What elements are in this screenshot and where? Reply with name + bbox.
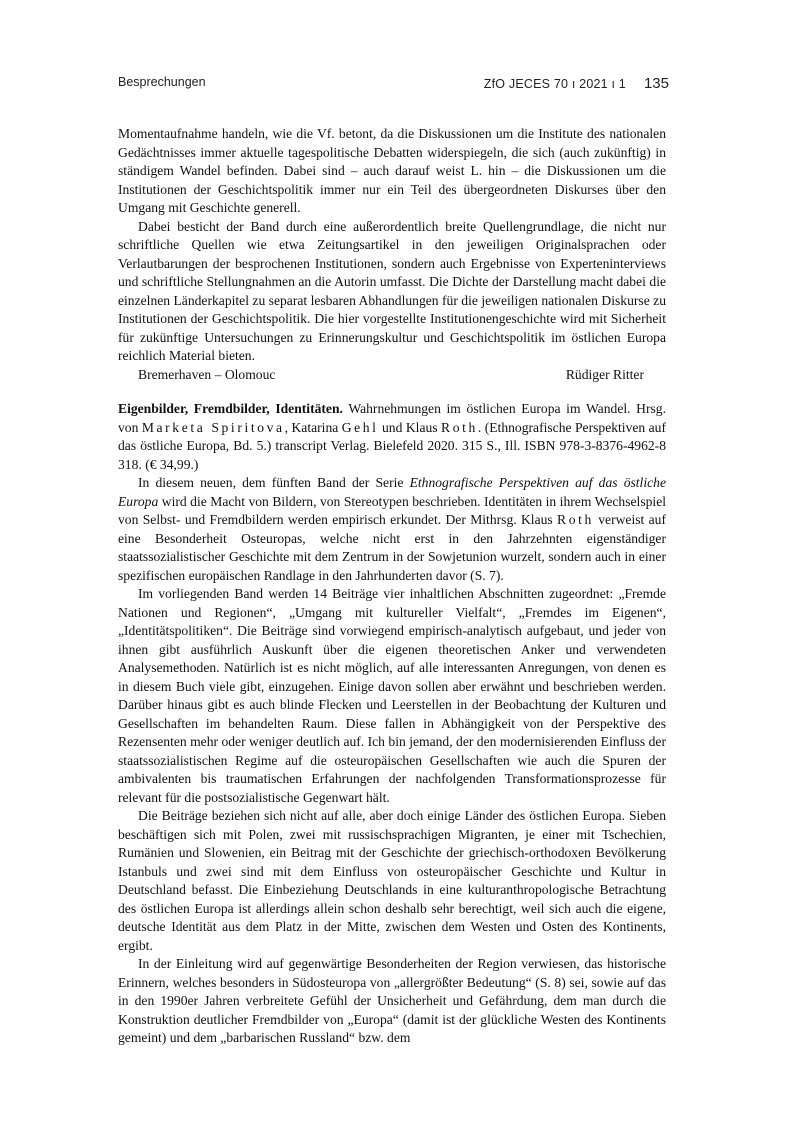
journal-info — [484, 75, 669, 92]
review2-paragraph-2: Im vorliegenden Band werden 14 Beiträge vier inhaltlichen Abschnitten zugeordnet: „Fremde Nationen und Regionen“, „Umgang mit kultureller Vielfalt“, „Fremdes im Eigenen“, „Identitätspolitiken“. Die Beiträge sind vorwiegend empirisch-analytisch aufgebaut, und jeder von ihnen gibt ausführlich Auskunft über die eigenen theoretischen Anker und verwendeten Analysemethoden. Natürlich ist es nicht möglich, auf alle interessanten Anregungen, von denen es in diesem Buch viele gibt, einzugehen. Einige davon sollen aber erwähnt und beschrieben werden. Darüber hinaus gibt es auch blinde Flecken und Leerstellen in der Beobachtung der Kulturen und Gesellschaften im behandelten Raum. Diese fallen in Abhängigkeit von der Perspektive des Rezensenten mehr oder weniger deutlich auf. Ich bin jemand, der den modernisierenden Einfluss der staatssozialistischen Regime auf die osteuropäischen Gesellschaften wie auch die Spuren der ambivalenten bis traumatischen Erfahrungen der nachfolgenden Transformationsprozesse für relevant für die postsozialistische Gegenwart hält. — [118, 586, 666, 805]
editor-name: Marketa Spiritova — [141, 419, 285, 435]
section-title: Besprechungen — [118, 75, 206, 89]
author-last-name: Roth — [557, 512, 594, 527]
text-run: wird die Macht von Bildern, von Stereotypen beschrieben. Identitäten in ihrem Wechselspiel von Selbst- und Fremdbildern werden empirisch erkundet. Der Mithrsg. — [118, 493, 666, 527]
running-header — [118, 75, 669, 95]
editor-first-name: Klaus — [405, 419, 438, 435]
editor-last-name: Roth — [441, 419, 478, 435]
book-title: Eigenbilder, Fremdbilder, Identitäten. — [118, 401, 343, 416]
review-article — [118, 400, 666, 1048]
review1-paragraph-2: Dabei besticht der Band durch eine außerordentlich breite Quellengrundlage, die nicht nur schriftliche Quellen wie etwa Zeitungsartikel in den jeweiligen Originalsprachen oder Verlautbarungen der besprochenen Institutionen, sondern auch Ergebnisse von Experteninterviews und schriftliche Stellungnahmen an die Autorin umfasst. Die Dichte der Darstellung macht dabei die einzelnen Länderkapitel zu separat lesbaren Abhandlungen für die jeweiligen nationalen Diskurse zu Institutionen der Geschichtspolitik. Die hier vorgestellte Institutionengeschichte wird mit Sicherheit für zukünftige Untersuchungen zu Erinnerungskultur und Geschichtspolitik im östlichen Europa reichlich Material bieten. — [118, 218, 666, 363]
journal-name: ZfO JECES 70 ı 2021 ı 1 — [483, 77, 626, 91]
review2-paragraph-1 — [118, 474, 666, 585]
review1-signature — [118, 366, 666, 385]
review1-paragraph-1: Momentaufnahme handeln, wie die Vf. betont, da die Diskussionen um die Institute des nationalen Gedächtnisses immer aktuelle tagespolitische Debatten widerspiegeln, die sich (auch zukünftig) in ständigem Wandel befinden. Dabei sind – auch darauf weist L. hin – die Diskussionen um die Institutionen der Geschichtspolitik immer nur ein Teil des übergeordneten Diskurses über den Umgang mit Geschichte generell. — [118, 126, 666, 215]
page-number: 135 — [643, 75, 669, 92]
review2-paragraph-4: In der Einleitung wird auf gegenwärtige Besonderheiten der Region verwiesen, das historische Erinnern, welches besonders in Südosteuropa von „allergrößter Bedeutung“ (S. 8) sei, sowie auf das in den 1990er Jahren verbreitete Gefühl der Unsicherheit und Gefährdung, dem man durch die Konstruktion deutlicher Fremdbilder von „Europa“ (damit ist der glückliche Westen des Kontinents gemeint) und dem „barbarischen Russland“ bzw. dem — [118, 956, 666, 1045]
editor-last-name: Gehl — [341, 419, 379, 435]
reviewer-name: Rüdiger Ritter — [565, 366, 644, 382]
reviewer-location: Bremerhaven – Olomouc — [138, 366, 276, 382]
text-run: verweist auf eine Besonderheit Osteuropas, welche nicht erst in den Jahrzehnten eigenständiger staatssozialistischer Geschichte mit dem Zentrum in der Sowjetunion wurzelt, sondern auch in einer spezifischen europäischen Randlage in den Jahrhunderten davor (S. 7). — [118, 512, 666, 583]
review2-paragraph-3: Die Beiträge beziehen sich nicht auf alle, aber doch einige Länder des östlichen Europa. Sieben beschäftigen sich mit Polen, zwei mit russischsprachigen Migranten, je einer mit Tschechien, Rumänien und Slowenien, ein Beitrag mit der Geschichte der griechisch-orthodoxen Bevölkerung Istanbuls und zwei sind mit dem Einfluss von osteuropäischer Geschichte und Kultur in Deutschland befasst. Die Einbeziehung Deutschlands in eine kulturanthropologische Betrachtung des östlichen Europa ist allerdings allein schon deshalb sehr berechtigt, weil sich auch die eigene, deutsche Identität aus dem Platz in der Mitte, zwischen dem Westen und Osten des Kontinents, ergibt. — [118, 808, 666, 953]
review-continuation — [118, 125, 666, 384]
series-title: Ethnografische Perspektiven auf das östliche Europa — [118, 475, 666, 509]
author-first-name: Klaus — [520, 512, 553, 527]
text-run: In diesem neuen, dem fünften Band der Serie — [138, 475, 404, 490]
bibliographic-details: . (Ethnografische Perspektiven auf das östliche Europa, Bd. 5.) transcript Verlag. Bielefeld 2020. 315 S., Ill. ISBN 978-3-8376-4962-8 318. (€ 34,99.) — [118, 419, 667, 472]
editor-first-name: Katarina — [291, 419, 339, 435]
book-bibliography: Eigenbilder, Fremdbilder, Identitäten. Wahrnehmungen im östlichen Europa im Wandel. Hrsg. von Marketa Spiritova, Katarina Gehl und Klaus Roth. (Ethnografische Perspektiven auf das östliche Europa, Bd. 5.) transcript Verlag. Bielefeld 2020. 315 S., Ill. ISBN 978-3-8376-4962-8 318. (€ 34,99.) — [118, 401, 667, 472]
book-subtitle: Wahrnehmungen im östlichen Europa im Wandel. Hrsg. von — [118, 401, 667, 435]
